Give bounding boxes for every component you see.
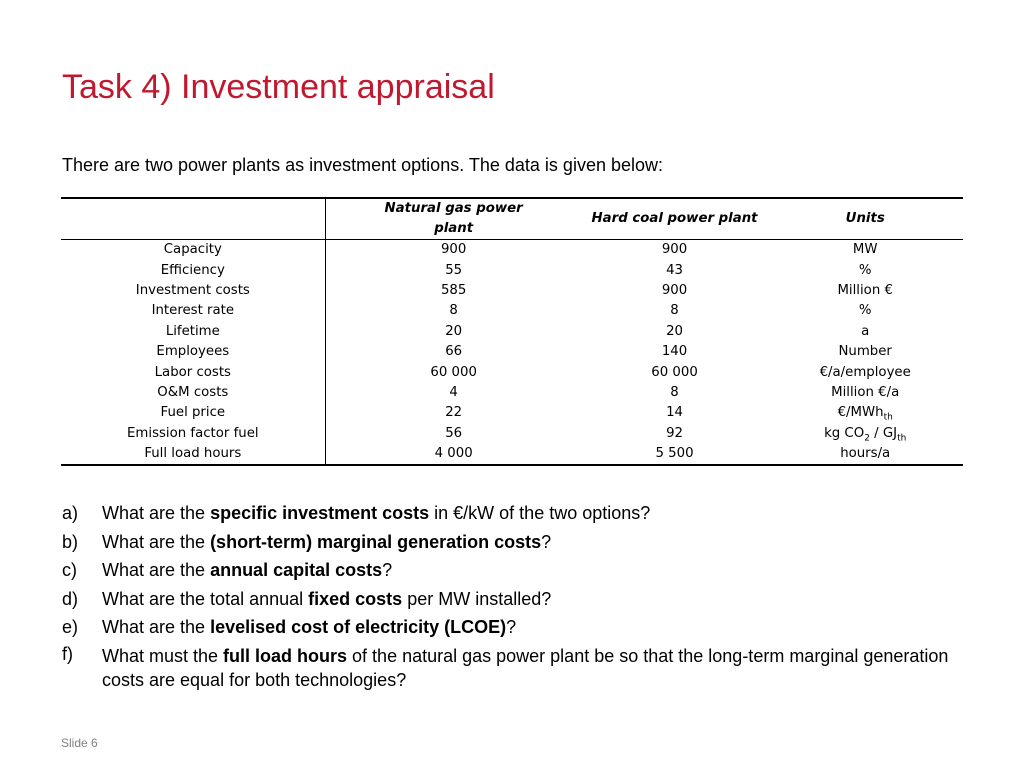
hard-coal-value: 14 [666,405,683,421]
hard-coal-value: 20 [666,323,683,339]
question-marker: a) [62,503,79,523]
row-label: Labor costs [61,362,325,382]
table-row [61,322,963,342]
question-item [62,642,962,692]
question-emphasis: specific investment costs [210,503,430,523]
question-text: ? [506,617,517,637]
natural-gas-value: 22 [445,405,463,421]
table-row [61,281,963,301]
question-text: in €/kW of the two options? [429,503,651,523]
natural-gas-value: 900 [440,242,467,258]
unit-value: Number [838,344,892,360]
natural-gas-value: 8 [449,303,458,319]
header-hard-coal: Hard coal power plant [582,198,768,240]
question-marker: f) [62,643,73,664]
question-text: What are the [102,503,211,523]
unit-value: MW [852,242,878,258]
table-row [61,424,963,444]
table-row [61,403,963,423]
natural-gas-value: 55 [445,262,463,278]
table-row [61,362,963,382]
hard-coal-value: 5 500 [655,446,694,462]
question-text: ? [541,531,552,552]
row-label: Emission factor fuel [61,424,325,444]
row-label: Interest rate [61,301,325,321]
hard-coal-value: 8 [670,384,679,400]
hard-coal-value: 43 [666,262,683,278]
unit-value: €/MWh$_{th}$ [837,405,893,423]
power-plant-data-table [61,197,963,466]
natural-gas-value: 60 000 [430,364,477,380]
unit-value: % [858,303,872,319]
question-marker: d) [62,588,79,609]
hard-coal-value: 140 [661,344,688,360]
question-emphasis: fixed costs [308,588,403,609]
header-natural-gas: Natural gas power plant [325,198,582,240]
unit-value: a [861,323,870,339]
row-label: Fuel price [61,403,325,423]
row-label: Full load hours [61,444,325,465]
question-emphasis: full load hours [223,645,348,666]
header-units: Units [767,198,963,240]
question-text: ? [382,560,393,580]
header-empty [61,198,325,240]
unit-value: Million € [837,282,893,298]
question-item [62,528,962,557]
table-row [61,383,963,403]
question-text: per MW installed? [402,588,552,609]
row-label: Efficiency [61,260,325,280]
question-emphasis: annual capital costs [210,560,383,580]
hard-coal-value: 92 [666,425,683,441]
table-row [61,342,963,362]
natural-gas-value: 66 [445,344,463,360]
question-marker: e) [62,617,79,637]
question-text: What are the [102,531,211,552]
question-text: What are the total annual [102,588,309,609]
question-text: What must the [102,645,224,666]
unit-value: €/a/employee [819,364,911,380]
natural-gas-value: 585 [440,282,467,298]
table-body [61,240,963,466]
question-list [62,499,962,692]
intro-text: There are two power plants as investment options. The data is given below: [62,155,663,175]
unit-value: kg $CO_2 / GJ_{th}$ [824,425,907,444]
question-item [62,556,962,585]
row-label: Investment costs [61,281,325,301]
question-emphasis: (short-term) marginal generation costs [210,531,542,552]
row-label: Capacity [61,240,325,261]
question-text: What are the [102,560,211,580]
question-marker: b) [62,531,79,552]
table-header-row [61,198,963,240]
slide-number: Slide 6 [61,736,98,750]
question-item [62,499,962,528]
hard-coal-value: 900 [661,242,688,258]
table-row [61,240,963,261]
row-label: Lifetime [61,322,325,342]
unit-value: % [858,262,872,278]
hard-coal-value: 900 [661,282,688,298]
natural-gas-value: 4 [449,384,458,400]
unit-value: Million €/a [831,384,900,400]
question-item [62,585,962,614]
row-label: O&M costs [61,383,325,403]
table-row [61,301,963,321]
natural-gas-value: 20 [445,323,463,339]
table-row [61,260,963,280]
slide-title: Task 4) Investment appraisal [62,68,495,106]
row-label: Employees [61,342,325,362]
question-emphasis: levelised cost of electricity (LCOE) [210,617,507,637]
table-row [61,444,963,465]
unit-value: hours/a [840,446,891,462]
question-text: What are the [102,617,211,637]
hard-coal-value: 60 000 [651,364,698,380]
natural-gas-value: 4 000 [434,446,473,462]
question-item [62,613,962,642]
question-text: of the natural gas power plant be so that the long-term marginal generation costs are equal for both technologies? [102,645,949,690]
natural-gas-value: 56 [445,425,463,441]
question-marker: c) [62,560,77,580]
hard-coal-value: 8 [670,303,679,319]
